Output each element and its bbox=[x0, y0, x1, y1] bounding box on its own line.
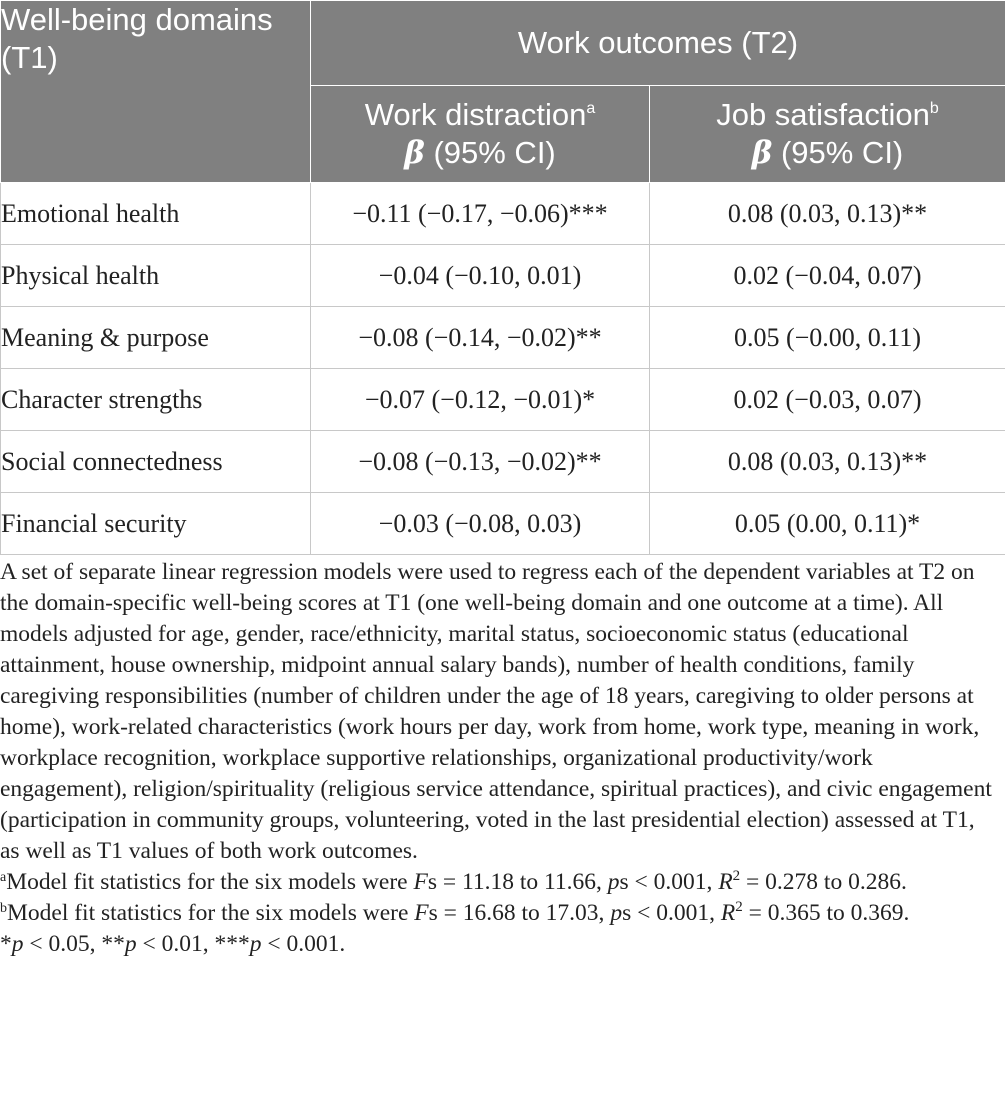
footnote-a: $^a$Model fit statistics for the six models were Fs = 11.18 to 11.66, ps < 0.001, $R^2 = 0.278$ to 0.286. bbox=[0, 868, 907, 895]
table-row bbox=[1, 245, 1005, 307]
header-domain-label: Well-being domains (T1) bbox=[1, 2, 273, 75]
footnote-b-mark: b bbox=[0, 901, 7, 916]
header-work-outcomes bbox=[311, 1, 1005, 86]
footnote-mark-a: a bbox=[586, 100, 596, 117]
satisfaction-cell: 0.08 (0.03, 0.13)** bbox=[650, 431, 1005, 493]
satisfaction-cell: 0.02 (−0.04, 0.07) bbox=[650, 245, 1005, 307]
domain-cell: Character strengths bbox=[1, 369, 311, 431]
distraction-cell: −0.08 (−0.13, −0.02)** bbox=[311, 431, 650, 493]
beta-symbol: β bbox=[751, 135, 773, 171]
header-work-distraction bbox=[311, 86, 650, 183]
table-row bbox=[1, 493, 1005, 555]
satisfaction-cell: 0.05 (−0.00, 0.11) bbox=[650, 307, 1005, 369]
header-group-label: Work outcomes (T2) bbox=[517, 25, 799, 60]
ci-label: (95% CI) bbox=[433, 135, 556, 170]
distraction-cell: −0.08 (−0.14, −0.02)** bbox=[311, 307, 650, 369]
domain-cell: Social connectedness bbox=[1, 431, 311, 493]
header-domain bbox=[1, 1, 311, 183]
satisfaction-cell: 0.08 (0.03, 0.13)** bbox=[650, 183, 1005, 245]
table-row bbox=[1, 369, 1005, 431]
domain-cell: Financial security bbox=[1, 493, 311, 555]
distraction-cell: −0.03 (−0.08, 0.03) bbox=[311, 493, 650, 555]
distraction-cell: −0.07 (−0.12, −0.01)* bbox=[311, 369, 650, 431]
footnote-b: $^b$Model fit statistics for the six models were Fs = 16.68 to 17.03, ps < 0.001, $R^2 = 0.365$ to 0.369. bbox=[0, 899, 910, 926]
beta-symbol: β bbox=[404, 135, 425, 171]
domain-cell: Physical health bbox=[1, 245, 311, 307]
header-col1-label: Work distraction bbox=[364, 97, 587, 132]
footnote-main: A set of separate linear regression models were used to regress each of the dependent variables at T2 on the domain-specific well-being scores at T1 (one well-being domain and one outcome at a time). All models adjusted for age, gender, race/ethnicity, marital status, socioeconomic status (educational attainment, house ownership, midpoint annual salary bands), number of health conditions, family caregiving responsibilities (number of children under the age of 18 years, caregiving to older persons at home), work-related characteristics (work hours per day, work from home, work type, meaning in work, workplace recognition, workplace supportive relationships, organizational productivity/work engagement), religion/spirituality (religious service attendance, spiritual practices), and civic engagement (participation in community groups, volunteering, voted in the last presidential election) assessed at T1, as well as T1 values of both work outcomes. bbox=[0, 559, 992, 864]
header-job-satisfaction bbox=[650, 86, 1005, 183]
table-row bbox=[1, 307, 1005, 369]
table-footnotes bbox=[0, 557, 1000, 960]
ci-label: (95% CI) bbox=[780, 135, 904, 170]
satisfaction-cell: 0.05 (0.00, 0.11)* bbox=[650, 493, 1005, 555]
domain-cell: Emotional health bbox=[1, 183, 311, 245]
footnote-mark-b: b bbox=[929, 100, 939, 117]
satisfaction-cell: 0.02 (−0.03, 0.07) bbox=[650, 369, 1005, 431]
domain-cell: Meaning & purpose bbox=[1, 307, 311, 369]
table-row bbox=[1, 431, 1005, 493]
distraction-cell: −0.04 (−0.10, 0.01) bbox=[311, 245, 650, 307]
header-col2-label: Job satisfaction bbox=[716, 97, 930, 132]
table-row bbox=[1, 183, 1005, 245]
footnote-a-mark: a bbox=[0, 870, 7, 885]
footnote-significance: *p < 0.05, **p < 0.01, ***p < 0.001. bbox=[0, 931, 346, 957]
distraction-cell: −0.11 (−0.17, −0.06)*** bbox=[311, 183, 650, 245]
